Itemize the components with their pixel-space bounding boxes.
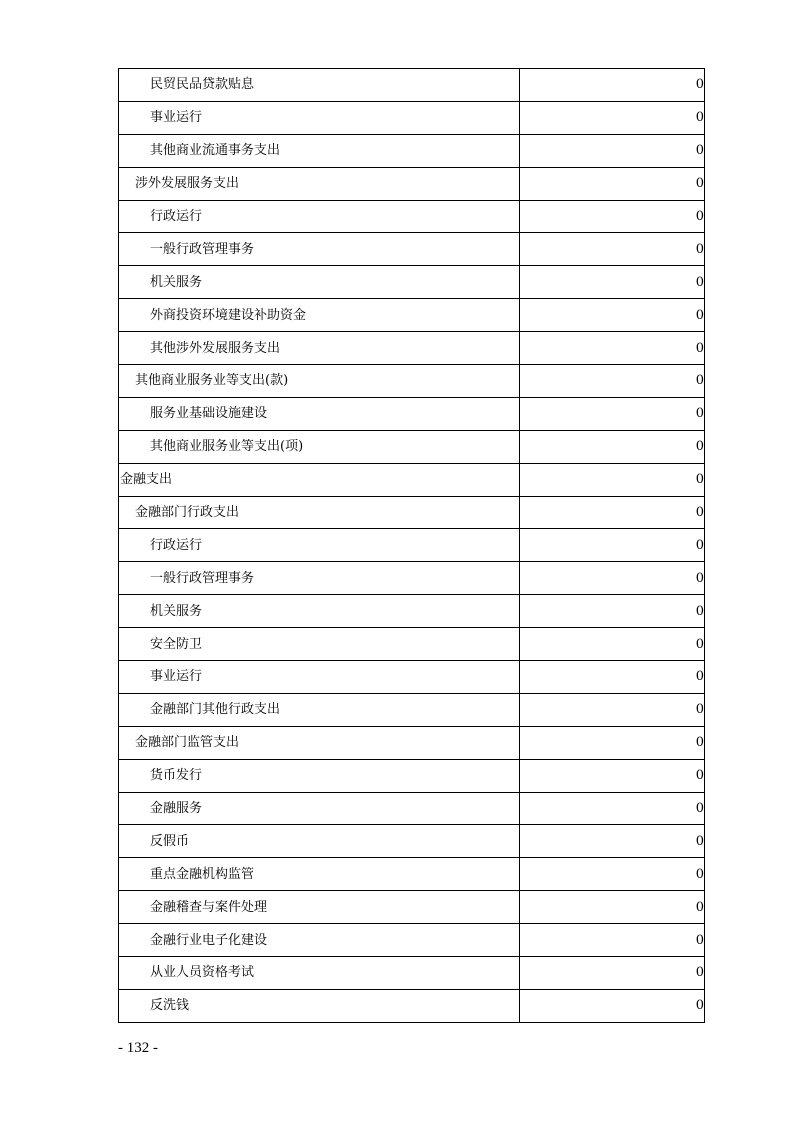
row-value-cell: 0 — [520, 365, 705, 398]
row-name-cell: 反假币 — [119, 825, 520, 858]
row-name-cell: 一般行政管理事务 — [119, 233, 520, 266]
row-value-cell: 0 — [520, 825, 705, 858]
table-row — [119, 661, 705, 694]
page-number: - 132 - — [118, 1040, 158, 1056]
table-row — [119, 101, 705, 134]
table-row — [119, 759, 705, 792]
row-name-cell: 其他商业服务业等支出(款) — [119, 365, 520, 398]
row-name-cell: 其他涉外发展服务支出 — [119, 332, 520, 365]
table-row — [119, 332, 705, 365]
row-value-cell: 0 — [520, 299, 705, 332]
row-name-cell: 行政运行 — [119, 529, 520, 562]
row-name-cell: 机关服务 — [119, 595, 520, 628]
row-name-cell: 事业运行 — [119, 661, 520, 694]
row-name-cell: 安全防卫 — [119, 628, 520, 661]
table-row — [119, 529, 705, 562]
row-value-cell: 0 — [520, 989, 705, 1022]
row-value-cell: 0 — [520, 101, 705, 134]
row-value-cell: 0 — [520, 924, 705, 957]
row-name-cell: 一般行政管理事务 — [119, 562, 520, 595]
row-value-cell: 0 — [520, 200, 705, 233]
row-value-cell: 0 — [520, 693, 705, 726]
table-row — [119, 365, 705, 398]
row-name-cell: 其他商业流通事务支出 — [119, 134, 520, 167]
row-name-cell: 金融稽查与案件处理 — [119, 891, 520, 924]
table-row — [119, 430, 705, 463]
row-value-cell: 0 — [520, 726, 705, 759]
row-value-cell: 0 — [520, 858, 705, 891]
table-row — [119, 496, 705, 529]
table-row — [119, 463, 705, 496]
table-row — [119, 924, 705, 957]
table-row — [119, 858, 705, 891]
budget-table — [118, 68, 705, 1023]
table-row — [119, 957, 705, 990]
row-name-cell: 反洗钱 — [119, 989, 520, 1022]
row-name-cell: 涉外发展服务支出 — [119, 167, 520, 200]
table-row — [119, 397, 705, 430]
table-row — [119, 266, 705, 299]
row-value-cell: 0 — [520, 233, 705, 266]
row-value-cell: 0 — [520, 134, 705, 167]
row-name-cell: 金融部门行政支出 — [119, 496, 520, 529]
table-row — [119, 167, 705, 200]
row-value-cell: 0 — [520, 463, 705, 496]
table-row — [119, 200, 705, 233]
row-name-cell: 行政运行 — [119, 200, 520, 233]
row-name-cell: 金融服务 — [119, 792, 520, 825]
row-value-cell: 0 — [520, 496, 705, 529]
row-name-cell: 金融部门监管支出 — [119, 726, 520, 759]
table-row — [119, 134, 705, 167]
table-row — [119, 233, 705, 266]
row-name-cell: 民贸民品贷款贴息 — [119, 69, 520, 102]
row-value-cell: 0 — [520, 167, 705, 200]
row-name-cell: 金融部门其他行政支出 — [119, 693, 520, 726]
table-row — [119, 595, 705, 628]
row-value-cell: 0 — [520, 957, 705, 990]
row-value-cell: 0 — [520, 397, 705, 430]
row-value-cell: 0 — [520, 628, 705, 661]
row-value-cell: 0 — [520, 430, 705, 463]
row-value-cell: 0 — [520, 595, 705, 628]
row-value-cell: 0 — [520, 661, 705, 694]
table-row — [119, 792, 705, 825]
row-name-cell: 事业运行 — [119, 101, 520, 134]
row-value-cell: 0 — [520, 562, 705, 595]
row-value-cell: 0 — [520, 891, 705, 924]
row-name-cell: 服务业基础设施建设 — [119, 397, 520, 430]
row-value-cell: 0 — [520, 266, 705, 299]
row-name-cell: 重点金融机构监管 — [119, 858, 520, 891]
table-row — [119, 693, 705, 726]
row-value-cell: 0 — [520, 69, 705, 102]
row-value-cell: 0 — [520, 529, 705, 562]
row-name-cell: 其他商业服务业等支出(项) — [119, 430, 520, 463]
row-name-cell: 机关服务 — [119, 266, 520, 299]
row-name-cell: 金融行业电子化建设 — [119, 924, 520, 957]
row-name-cell: 从业人员资格考试 — [119, 957, 520, 990]
table-row — [119, 299, 705, 332]
table-row — [119, 562, 705, 595]
row-value-cell: 0 — [520, 332, 705, 365]
table-row — [119, 628, 705, 661]
row-value-cell: 0 — [520, 792, 705, 825]
table-body — [119, 69, 705, 1023]
row-name-cell: 外商投资环境建设补助资金 — [119, 299, 520, 332]
table-row — [119, 69, 705, 102]
row-name-cell: 金融支出 — [119, 463, 520, 496]
table-row — [119, 891, 705, 924]
table-row — [119, 989, 705, 1022]
table-row — [119, 825, 705, 858]
row-name-cell: 货币发行 — [119, 759, 520, 792]
row-value-cell: 0 — [520, 759, 705, 792]
table-row — [119, 726, 705, 759]
